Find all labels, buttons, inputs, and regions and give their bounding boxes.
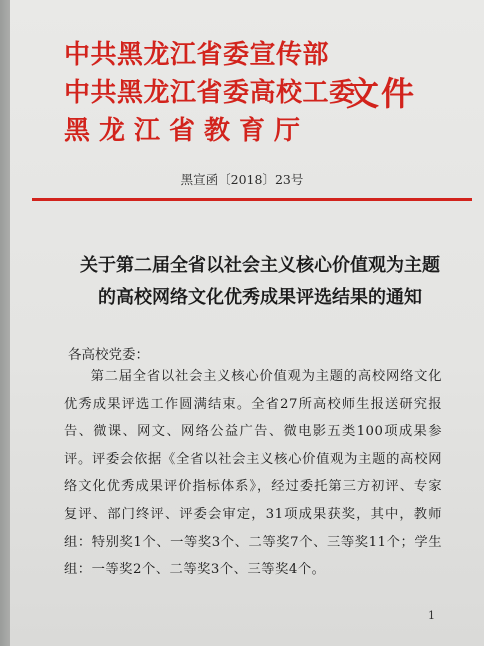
body-paragraph: 第二届全省以社会主义核心价值观为主题的高校网络文化优秀成果评选工作圆满结束。全省27所高校师生报送研究报告、微课、网文、网络公益广告、微电影五类100项成果参评。评委会依据《全省以社会主义核心价值观为主题的高校网络文化优秀成果评价指标体系》，经过委托第三方初评、专家复评、部门终评、评委会审定，31项成果获奖，其中，教师组：特别奖1个、一等奖3个、二等奖7个、三等奖11个；学生组：一等奖2个、二等奖3个、三等奖4个。 <box>64 369 442 578</box>
notice-title-line-2: 的高校网络文化优秀成果评选结果的通知 <box>98 287 422 308</box>
page-number: 1 <box>428 609 435 622</box>
document-suffix: 文件 <box>346 74 416 113</box>
salutation: 各高校党委： <box>68 347 149 363</box>
issuer-line-propaganda-dept: 中共黑龙江省委宣传部 <box>64 40 330 70</box>
red-separator-rule <box>32 198 472 201</box>
issuer-line-education-dept: 黑龙江省教育厅 <box>64 116 310 146</box>
document-number: 黑宣函〔2018〕23号 <box>180 172 304 187</box>
notice-title-line-1: 关于第二届全省以社会主义核心价值观为主题 <box>80 255 440 276</box>
issuer-line-university-committee: 中共黑龙江省委高校工委 <box>64 78 356 108</box>
